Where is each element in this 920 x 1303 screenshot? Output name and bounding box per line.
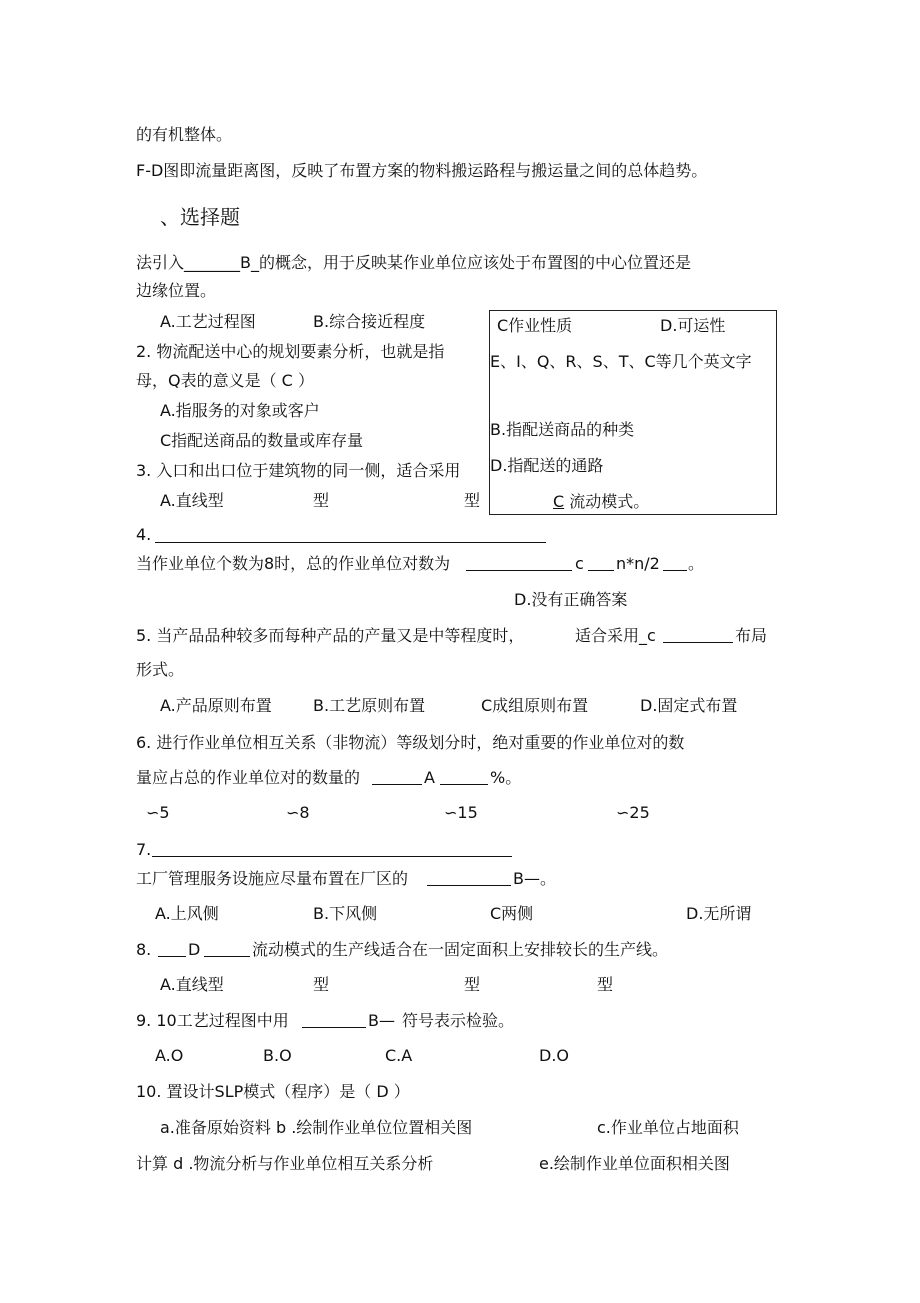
q5-option-c: C成组原则布置 (481, 696, 589, 715)
q8-option-d: 型 (597, 975, 614, 994)
q8-option-c: 型 (464, 975, 481, 994)
q3-stem: 3. 入口和出口位于建筑物的同一侧，适合采用 (136, 461, 461, 480)
q7-option-d: D.无所谓 (686, 904, 752, 923)
q6-option-c: ∽15 (444, 803, 478, 822)
q5-option-a: A.产品原则布置 (160, 696, 272, 715)
q3-option-a: A.直线型 (160, 491, 224, 510)
q7-blank-line (152, 856, 512, 857)
q5-stem-line-2: 形式。 (136, 660, 185, 679)
q10-options-line-1: a.准备原始资料 b .绘制作业单位位置相关图 (160, 1118, 473, 1137)
q9-blank (302, 1027, 366, 1028)
q8-answer: D (188, 940, 201, 959)
box-option-d: D.可运性 (660, 316, 726, 335)
q4-blank-line (155, 542, 546, 543)
q7-answer: B—。 (513, 869, 556, 888)
q3-option-b: 型 (313, 491, 330, 510)
q10-option-e: e.绘制作业单位面积相关图 (539, 1154, 730, 1173)
q6-blank-2 (440, 784, 488, 785)
box-option-d-route: D.指配送的通路 (490, 456, 604, 475)
q6-option-b: ∽8 (286, 803, 310, 822)
q3-option-c: 型 (464, 491, 481, 510)
q7-number: 7. (136, 840, 152, 859)
q10-options-line-2: 计算 d .物流分析与作业单位相互关系分析 (136, 1154, 434, 1173)
q7-option-c: C两侧 (490, 904, 534, 923)
q9-option-d: D.O (539, 1046, 569, 1065)
section-title: 、选择题 (160, 205, 240, 229)
q2-stem-line-1: 2. 物流配送中心的规划要素分析，也就是指 (136, 342, 445, 361)
q6-stem-line-2: 量应占总的作业单位对的数量的 (136, 768, 361, 787)
q4-blank-3 (663, 570, 687, 571)
q10-stem: 10. 置设计SLP模式（程序）是（ D ） (136, 1082, 410, 1101)
q1-stem-line-1: 法引入_______B_的概念，用于反映某作业单位应该处于布置图的中心位置还是 (136, 253, 691, 272)
q9-stem-end: 符号表示检验。 (402, 1011, 515, 1030)
box-flow-line (553, 492, 649, 512)
q8-blank-2 (204, 956, 250, 957)
q1-option-a: A.工艺过程图 (160, 312, 256, 331)
intro-line-1: 的有机整体。 (136, 125, 233, 144)
q4-stem: 当作业单位个数为8时，总的作业单位对数为 (136, 554, 451, 573)
q6-stem-line-1: 6. 进行作业单位相互关系（非物流）等级划分时，绝对重要的作业单位对的数 (136, 733, 685, 752)
q8-stem: 流动模式的生产线适合在一固定面积上安排较长的生产线。 (252, 940, 669, 959)
q5-stem: 5. 当产品品种较多而每种产品的产量又是中等程度时， (136, 626, 525, 645)
q5-option-d: D.固定式布置 (640, 696, 738, 715)
q6-end: %。 (490, 768, 522, 787)
q2-option-c: C指配送商品的数量或库存量 (160, 431, 364, 450)
q4-blank-2 (588, 570, 614, 571)
q8-number: 8. (136, 940, 152, 959)
q7-stem: 工厂管理服务设施应尽量布置在厂区的 (136, 869, 409, 888)
q9-answer: B— (368, 1011, 395, 1030)
q7-option-b: B.下风侧 (313, 904, 378, 923)
answer-box (489, 310, 777, 515)
q7-blank (427, 885, 511, 886)
q7-option-a: A.上风侧 (155, 904, 219, 923)
q6-option-a: ∽5 (146, 803, 170, 822)
q8-blank-1 (158, 956, 186, 957)
q6-option-d: ∽25 (616, 803, 650, 822)
q6-answer: A (424, 768, 435, 787)
q5-blank (663, 642, 733, 643)
q2-stem-line-2: 母，Q表的意义是（ C ） (136, 371, 314, 390)
q4-end: 。 (688, 554, 705, 573)
q1-stem-line-2: 边缘位置。 (136, 281, 217, 300)
q4-answer: c (575, 554, 584, 573)
q10-option-c: c.作业单位占地面积 (597, 1118, 739, 1137)
q9-stem: 9. 10工艺过程图中用 (136, 1011, 289, 1030)
box-option-b-goods: B.指配送商品的种类 (490, 420, 635, 439)
q5-stem-end: 布局 (735, 626, 768, 645)
q4-formula: n*n/2 (616, 554, 660, 573)
q9-option-b: B.O (263, 1046, 292, 1065)
q9-option-a: A.O (155, 1046, 184, 1065)
box-flow-answer: C (553, 492, 565, 511)
q2-option-a: A.指服务的对象或客户 (160, 401, 320, 420)
q9-option-c: C.A (385, 1046, 413, 1065)
box-flow-text: 流动模式。 (569, 492, 650, 511)
q8-option-b: 型 (313, 975, 330, 994)
q6-blank-1 (372, 784, 422, 785)
q4-number: 4. (136, 525, 152, 544)
box-option-c: C作业性质 (497, 316, 573, 335)
q8-option-a: A.直线型 (160, 975, 224, 994)
intro-line-2: F-D图即流量距离图，反映了布置方案的物料搬运路程与搬运量之间的总体趋势。 (136, 161, 708, 180)
q4-option-d: D.没有正确答案 (514, 590, 628, 609)
q5-stem-answer: 适合采用_c (575, 626, 656, 645)
q1-option-b: B.综合接近程度 (313, 312, 426, 331)
q4-blank-1 (466, 570, 572, 571)
q5-option-b: B.工艺原则布置 (313, 696, 426, 715)
box-letters-line: E、I、Q、R、S、T、C等几个英文字 (490, 352, 752, 371)
